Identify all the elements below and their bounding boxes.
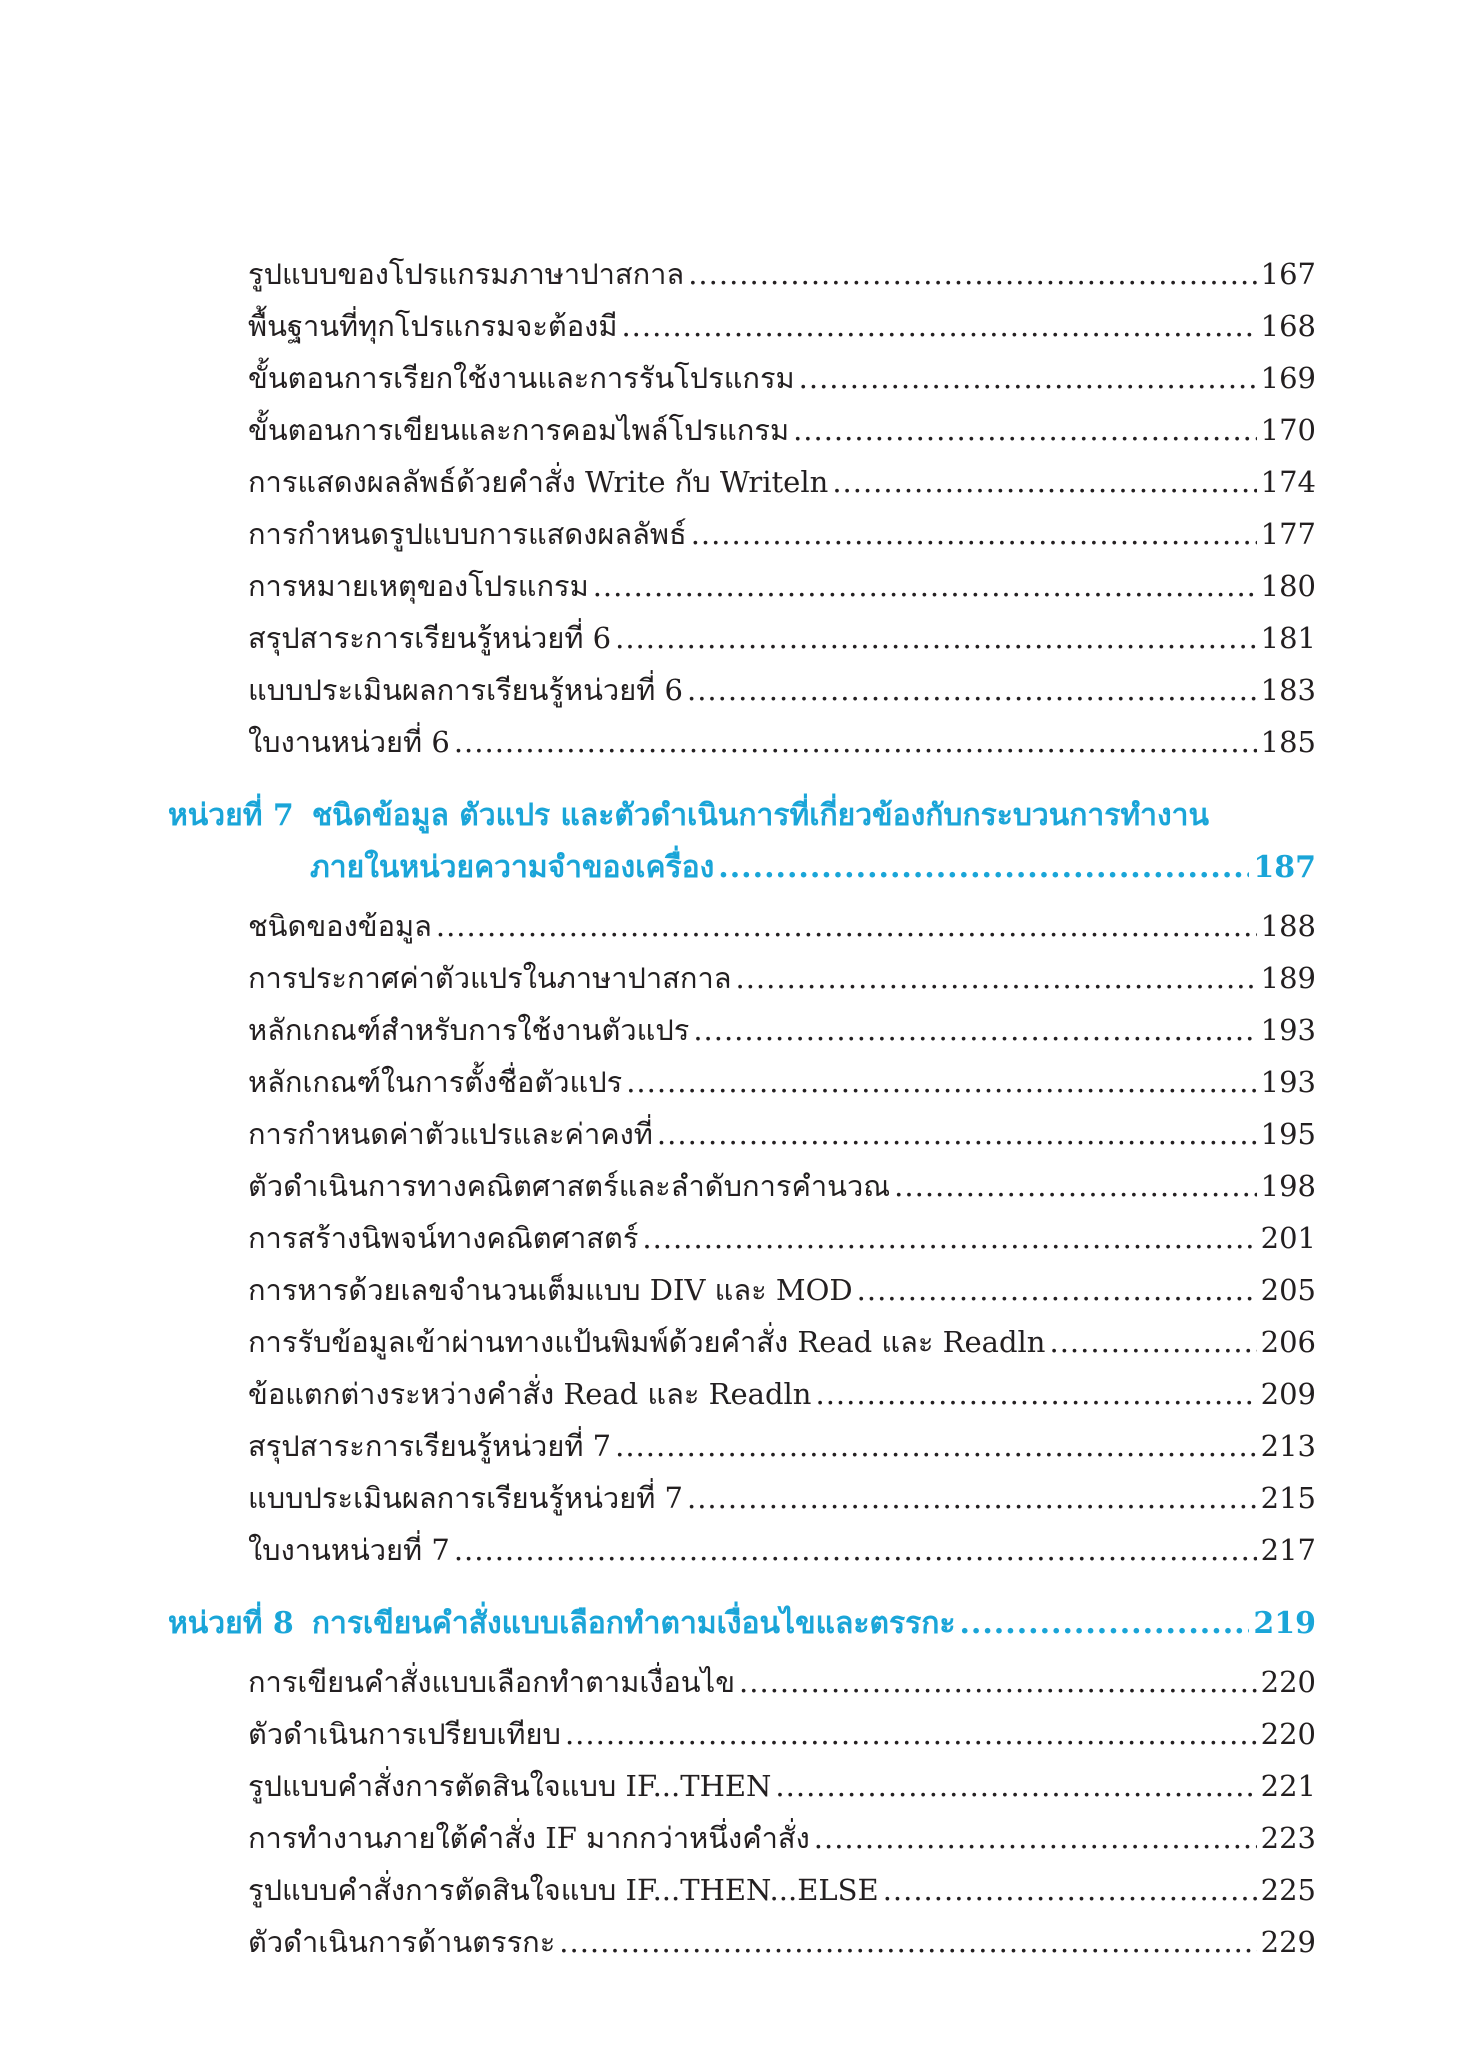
dot-leader [615,612,1257,664]
unit-7-heading [168,788,1209,844]
dot-leader [688,248,1256,300]
toc-entry-page: 181 [1260,621,1316,655]
toc-entry-page: 195 [1260,1117,1316,1151]
toc-entry-page: 213 [1260,1429,1316,1463]
toc-entry-page: 225 [1260,1873,1316,1907]
toc-entry [248,1916,1316,1968]
dot-leader [736,952,1257,1004]
toc-entry-page: 189 [1260,961,1316,995]
dot-leader [793,404,1257,456]
unit-8-heading [168,1596,1316,1652]
toc-entry-title: ขั้นตอนการเขียนและการคอมไพล์โปรแกรม [248,413,790,447]
toc-entry-page: 229 [1260,1925,1316,1959]
toc-entry-page: 201 [1260,1221,1316,1255]
toc-entry-title: ข้อแตกต่างระหว่างคำสั่ง Read และ Readln [248,1377,812,1411]
dot-leader [775,1760,1256,1812]
toc-entry-title: แบบประเมินผลการเรียนรู้หน่วยที่ 6 [248,673,683,707]
toc-entry [248,1812,1316,1864]
toc-entry-page: 170 [1260,413,1316,447]
toc-entry-title: พื้นฐานที่ทุกโปรแกรมจะต้องมี [248,309,618,343]
toc-entry-page: 220 [1260,1665,1316,1699]
dot-leader [1050,1316,1257,1368]
toc-entry-page: 221 [1260,1769,1316,1803]
toc-entry-title: รูปแบบคำสั่งการตัดสินใจแบบ IF...THEN [248,1769,772,1803]
toc-entry [248,952,1316,1004]
dot-leader [894,1160,1256,1212]
dot-leader [626,1056,1256,1108]
toc-entry-page: 193 [1260,1065,1316,1099]
toc-entry [248,1420,1316,1472]
toc-entry-page: 174 [1260,465,1316,499]
toc-entry-page: 188 [1260,909,1316,943]
dot-leader [799,352,1257,404]
unit-7-title-line1: ชนิดข้อมูล ตัวแปร และตัวดำเนินการที่เกี่ยวข้องกับกระบวนการทำงาน [311,798,1209,833]
toc-entry-page: 215 [1260,1481,1316,1515]
dot-leader [832,456,1256,508]
toc-entry [248,508,1316,560]
toc-entry-page: 223 [1260,1821,1316,1855]
dot-leader [454,716,1257,768]
dot-leader [883,1864,1257,1916]
toc-entry-title: สรุปสาระการเรียนรู้หน่วยที่ 6 [248,621,612,655]
toc-entry-page: 185 [1260,725,1316,759]
toc-entry-title: การทำงานภายใต้คำสั่ง IF มากกว่าหนึ่งคำสั่ง [248,1821,810,1855]
unit-8-page: 219 [1253,1606,1316,1641]
dot-leader [454,1524,1257,1576]
toc-entry-title: การแสดงผลลัพธ์ด้วยคำสั่ง Write กับ Writeln [248,465,829,499]
toc-entry-page: 220 [1260,1717,1316,1751]
toc-entry [248,352,1316,404]
toc-entry [248,664,1316,716]
toc-entry-page: 180 [1260,569,1316,603]
toc-entry-page: 209 [1260,1377,1316,1411]
toc-entry-title: การหารด้วยเลขจำนวนเต็มแบบ DIV และ MOD [248,1273,853,1307]
toc-entry [248,1368,1316,1420]
toc-entry-page: 193 [1260,1013,1316,1047]
toc-entry [248,248,1316,300]
dot-leader [559,1916,1256,1968]
dot-leader [593,560,1257,612]
toc-entry [248,716,1316,768]
dot-leader [687,1472,1257,1524]
toc-entry [248,1864,1316,1916]
toc-entry [248,1264,1316,1316]
toc-entry [248,1760,1316,1812]
toc-entry-title: ขั้นตอนการเรียกใช้งานและการรันโปรแกรม [248,361,795,395]
toc-entry-title: ตัวดำเนินการทางคณิตศาสตร์และลำดับการคำนวณ [248,1169,891,1203]
toc-entry [248,1212,1316,1264]
toc-entry [248,1708,1316,1760]
dot-leader [657,1108,1257,1160]
toc-entry [248,612,1316,664]
dot-leader [565,1708,1257,1760]
unit-7-heading-cont [310,840,1316,896]
dot-leader [691,508,1257,560]
toc-entry-title: การหมายเหตุของโปรแกรม [248,569,589,603]
unit-8-label: หน่วยที่ 8 [168,1606,294,1641]
toc-entry [248,1316,1316,1368]
toc-entry-page: 168 [1260,309,1316,343]
toc-entry-page: 217 [1260,1533,1316,1567]
unit-8-title: การเขียนคำสั่งแบบเลือกทำตามเงื่อนไขและตรรกะ [311,1606,956,1641]
unit-7-label: หน่วยที่ 7 [168,798,294,833]
toc-entry [248,1056,1316,1108]
dot-leader [816,1368,1257,1420]
toc-entry [248,1108,1316,1160]
toc-entry [248,1004,1316,1056]
toc-entry [248,1160,1316,1212]
toc-entry [248,404,1316,456]
toc-entry-title: ชนิดของข้อมูล [248,909,432,943]
dot-leader [642,1212,1256,1264]
dot-leader [718,840,1249,896]
toc-entry-page: 205 [1260,1273,1316,1307]
toc-entry [248,1656,1316,1708]
toc-entry-title: การกำหนดรูปแบบการแสดงผลลัพธ์ [248,517,687,551]
toc-entry [248,456,1316,508]
toc-entry-page: 177 [1260,517,1316,551]
toc-entry-title: หลักเกณฑ์สำหรับการใช้งานตัวแปร [248,1013,690,1047]
dot-leader [814,1812,1257,1864]
toc-entry-title: การรับข้อมูลเข้าผ่านทางแป้นพิมพ์ด้วยคำสั่ง Read และ Readln [248,1325,1046,1359]
dot-leader [621,300,1256,352]
toc-entry-page: 198 [1260,1169,1316,1203]
dot-leader [436,900,1257,952]
toc-entry-title: หลักเกณฑ์ในการตั้งชื่อตัวแปร [248,1065,623,1099]
toc-entry [248,1524,1316,1576]
toc-entry-page: 206 [1260,1325,1316,1359]
toc-entry-title: การเขียนคำสั่งแบบเลือกทำตามเงื่อนไข [248,1665,736,1699]
toc-entry-title: การประกาศค่าตัวแปรในภาษาปาสกาล [248,961,732,995]
dot-leader [693,1004,1256,1056]
toc-entry [248,560,1316,612]
dot-leader [739,1656,1257,1708]
toc-entry-title: การสร้างนิพจน์ทางคณิตศาสตร์ [248,1221,639,1255]
toc-entry-page: 167 [1260,257,1316,291]
toc-entry-page: 169 [1260,361,1316,395]
toc-entry-title: สรุปสาระการเรียนรู้หน่วยที่ 7 [248,1429,612,1463]
toc-entry-title: ตัวดำเนินการด้านตรรกะ [248,1925,556,1959]
dot-leader [857,1264,1257,1316]
toc-entry-title: ตัวดำเนินการเปรียบเทียบ [248,1717,561,1751]
toc-entry [248,900,1316,952]
toc-entry-title: ใบงานหน่วยที่ 6 [248,725,450,759]
toc-entry-page: 183 [1260,673,1316,707]
dot-leader [959,1596,1249,1652]
dot-leader [687,664,1257,716]
toc-entry-title: แบบประเมินผลการเรียนรู้หน่วยที่ 7 [248,1481,683,1515]
unit-7-title-line2: ภายในหน่วยความจำของเครื่อง [310,850,715,885]
unit-7-page: 187 [1253,850,1316,885]
toc-entry-title: ใบงานหน่วยที่ 7 [248,1533,450,1567]
toc-entry [248,300,1316,352]
toc-entry-title: รูปแบบคำสั่งการตัดสินใจแบบ IF...THEN...ELSE [248,1873,879,1907]
toc-entry [248,1472,1316,1524]
toc-entry-title: รูปแบบของโปรแกรมภาษาปาสกาล [248,257,685,291]
dot-leader [615,1420,1257,1472]
toc-entry-title: การกำหนดค่าตัวแปรและค่าคงที่ [248,1117,653,1151]
